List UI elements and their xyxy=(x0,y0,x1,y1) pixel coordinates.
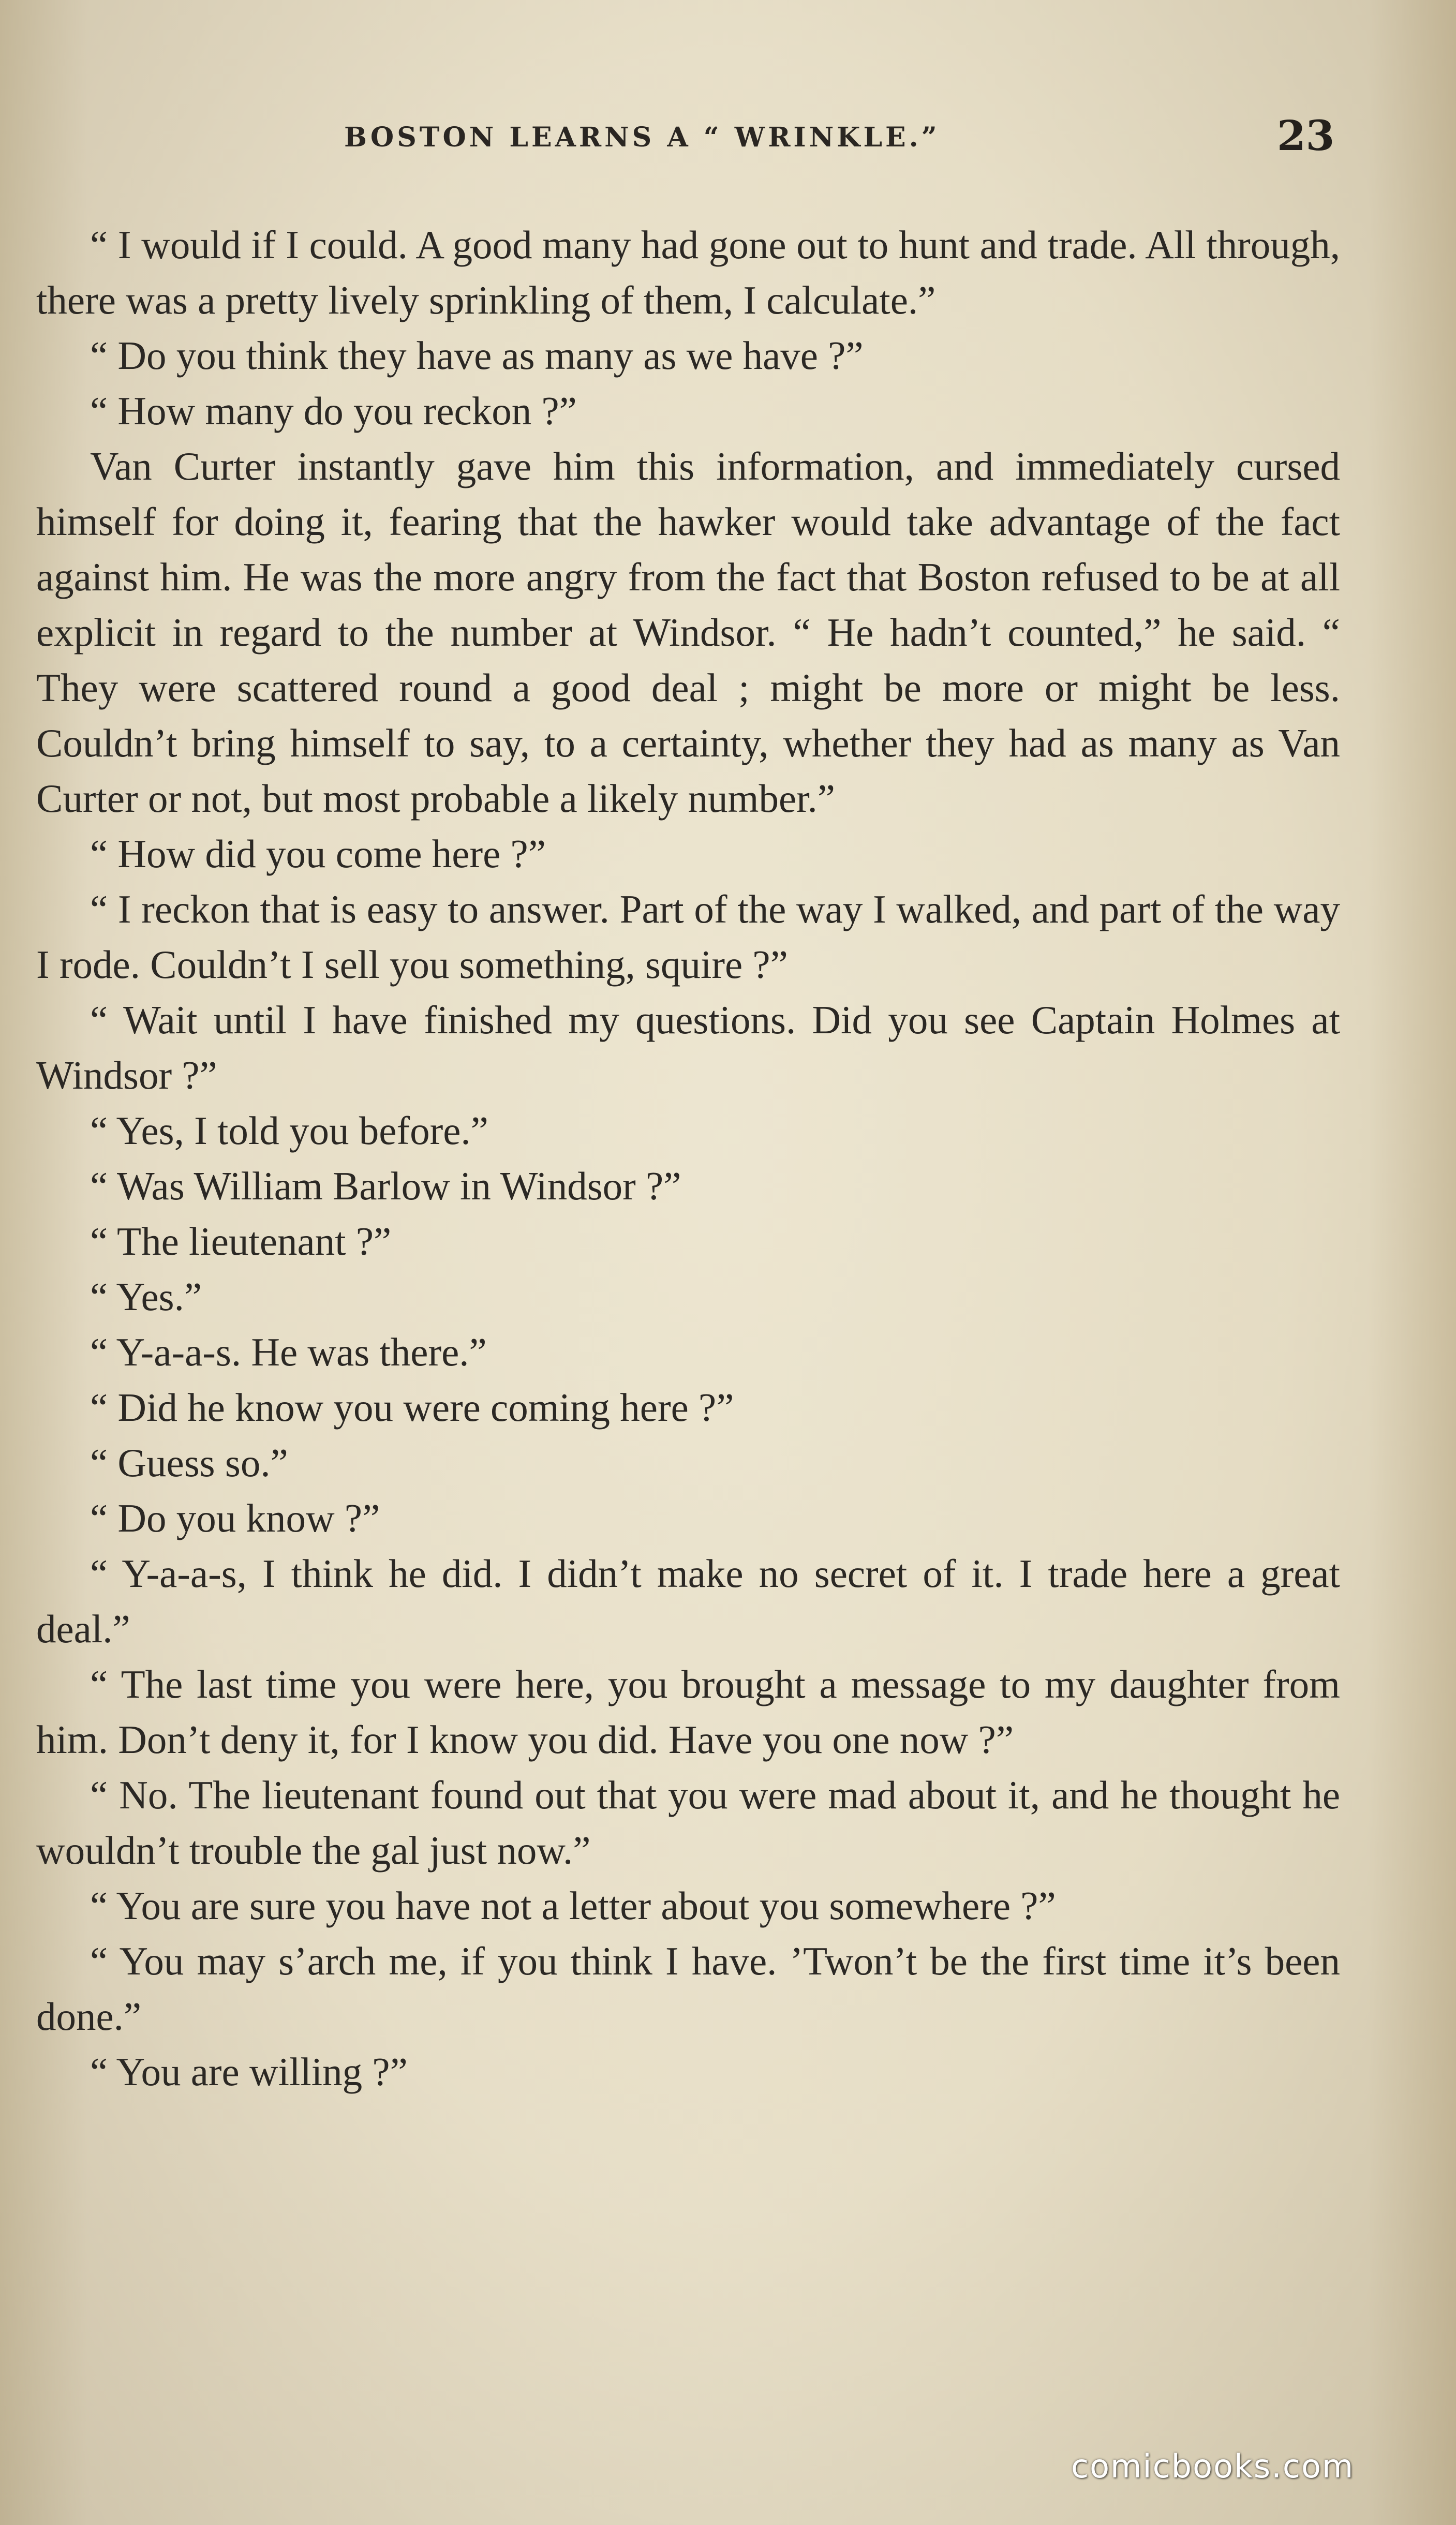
paragraph: “ I would if I could. A good many had gone out to hunt and trade. All through, there was a pretty lively sprinkling of them, I calculate.” xyxy=(36,222,1340,322)
paragraph: “ Do you think they have as many as we have ?” xyxy=(90,333,864,378)
paragraph: “ The lieutenant ?” xyxy=(90,1219,392,1264)
paragraph: “ Did he know you were coming here ?” xyxy=(90,1385,734,1430)
running-title: BOSTON LEARNS A “ WRINKLE.” xyxy=(344,122,940,153)
paragraph: “ How did you come here ?” xyxy=(90,831,546,876)
paragraph: “ How many do you reckon ?” xyxy=(90,389,577,433)
paragraph: “ Y-a-a-s, I think he did. I didn’t make no secret of it. I trade here a great deal.” xyxy=(36,1551,1340,1651)
body-text xyxy=(36,217,1340,2100)
page-number: 23 xyxy=(1277,111,1335,160)
paragraph: “ Yes, I told you before.” xyxy=(90,1108,488,1153)
paragraph: “ I reckon that is easy to answer. Part of the way I walked, and part of the way I rode. Couldn’t I sell you something, squire ?” xyxy=(36,887,1340,987)
paragraph: “ Yes.” xyxy=(90,1274,202,1319)
paragraph: “ You are willing ?” xyxy=(90,2049,408,2094)
paragraph: “ Y-a-a-s. He was there.” xyxy=(90,1330,487,1374)
paragraph: “ No. The lieutenant found out that you were mad about it, and he thought he wouldn’t trouble the gal just now.” xyxy=(36,1773,1340,1873)
paragraph: Van Curter instantly gave him this information, and immediately cursed himself for doing it, fearing that the hawker would take advantage of the fact against him. He was the more angry from the fact that Boston refused to be at all explicit in regard to the number at Windsor. “ He hadn’t counted,” he said. “ They were scattered round a good deal ; might be more or might be less. Couldn’t bring himself to say, to a certainty, whether they had as many as Van Curter or not, but most probable a likely number.” xyxy=(36,444,1340,821)
paragraph: “ Was William Barlow in Windsor ?” xyxy=(90,1164,681,1208)
paragraph: “ You are sure you have not a letter about you somewhere ?” xyxy=(90,1883,1056,1928)
paragraph: “ You may s’arch me, if you think I have. ’Twon’t be the first time it’s been done.” xyxy=(36,1939,1340,2039)
paragraph: “ Do you know ?” xyxy=(90,1496,380,1540)
watermark: comicbooks.com xyxy=(1071,2447,1355,2485)
paragraph: “ Wait until I have finished my questions. Did you see Captain Holmes at Windsor ?” xyxy=(36,998,1340,1097)
paragraph: “ Guess so.” xyxy=(90,1440,288,1485)
running-head xyxy=(0,111,1456,168)
paragraph: “ The last time you were here, you brought a message to my daughter from him. Don’t deny it, for I know you did. Have you one now ?” xyxy=(36,1662,1340,1762)
